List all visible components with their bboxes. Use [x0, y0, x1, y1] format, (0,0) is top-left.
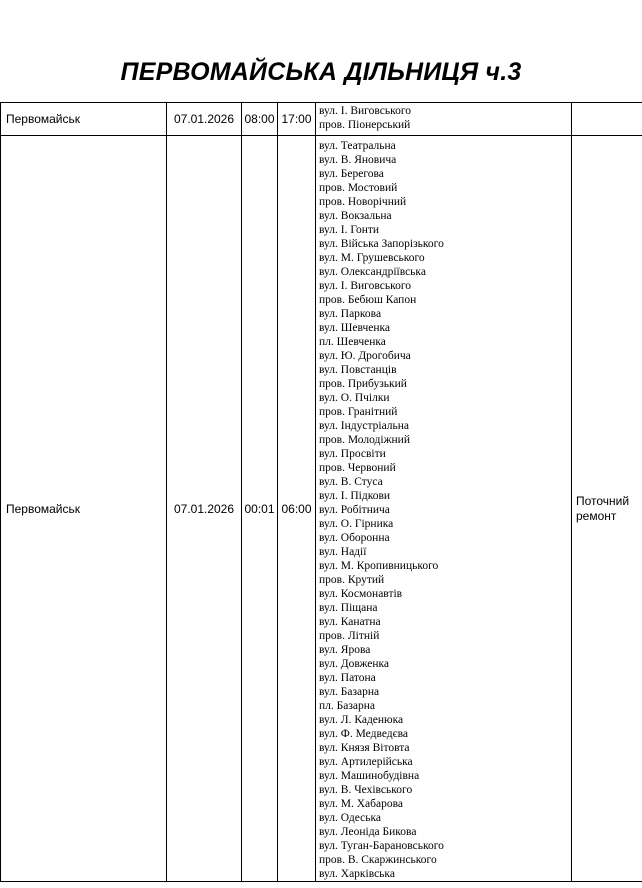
- street-name: вул. Індустріальна: [319, 420, 410, 432]
- table-row: [1, 136, 642, 882]
- street-name: вул. Просвіти: [319, 448, 386, 460]
- street-name: вул. Робітнича: [319, 504, 390, 516]
- street-name: пров. Бебюш Капон: [319, 294, 417, 306]
- street-name: вул. І. Гонти: [319, 224, 380, 236]
- date-cell: 07.01.2026: [167, 103, 242, 136]
- street-name: вул. Князя Вітовта: [319, 742, 410, 754]
- street-name: вул. Піщана: [319, 602, 378, 614]
- street-name: вул. Довженка: [319, 658, 390, 670]
- street-name: пров. Молодіжний: [319, 434, 410, 446]
- street-name: пров. Гранітний: [319, 406, 398, 418]
- street-name: вул. Паркова: [319, 308, 382, 320]
- street-name: вул. Машинобудівна: [319, 770, 420, 782]
- street-name: вул. Туган-Барановського: [319, 840, 444, 852]
- street-name: вул. М. Хабарова: [319, 798, 403, 810]
- street-name: вул. Олександріївська: [319, 266, 426, 278]
- street-name: вул. Космонавтів: [319, 588, 403, 600]
- street-name: вул. М. Грушевського: [319, 252, 425, 264]
- table-row: [1, 103, 642, 136]
- street-name: вул. Вокзальна: [319, 210, 392, 222]
- street-name: вул. Харківська: [319, 868, 395, 880]
- streets-cell: [316, 103, 572, 136]
- city-cell: Первомайськ: [1, 103, 167, 136]
- street-name: пров. Літній: [319, 630, 380, 642]
- street-name: вул. Надії: [319, 546, 367, 558]
- street-name: вул. І. Підкови: [319, 490, 391, 502]
- street-name: вул. Базарна: [319, 686, 380, 698]
- street-name: вул. Театральна: [319, 140, 396, 152]
- street-name: вул. Артилерійська: [319, 756, 413, 768]
- street-name: вул. Ф. Медведєва: [319, 728, 408, 740]
- street-name: вул. Оборонна: [319, 532, 390, 544]
- street-name: вул. І. Виговського: [319, 105, 411, 117]
- streets-cell: [316, 136, 572, 882]
- street-name: вул. Л. Каденюка: [319, 714, 404, 726]
- reason-cell: [572, 103, 642, 136]
- street-name: вул. Ярова: [319, 644, 371, 656]
- reason-cell: Поточний ремонт: [572, 136, 642, 882]
- street-name: вул. Леоніда Бикова: [319, 826, 417, 838]
- start-time-cell: 08:00: [242, 103, 278, 136]
- street-name: пров. Новорічний: [319, 196, 407, 208]
- street-name: вул. Берегова: [319, 168, 384, 180]
- street-name: вул. М. Кропивницького: [319, 560, 439, 572]
- street-name: вул. О. Пчілки: [319, 392, 390, 404]
- street-name: вул. В. Стуса: [319, 476, 383, 488]
- street-name: вул. Війська Запорізького: [319, 238, 444, 250]
- street-name: вул. Повстанців: [319, 364, 397, 376]
- street-name: пров. Піонерський: [319, 119, 411, 131]
- street-name: вул. Канатна: [319, 616, 381, 628]
- street-name: вул. О. Гірника: [319, 518, 394, 530]
- outage-schedule-table: [0, 102, 642, 882]
- street-name: вул. І. Виговського: [319, 280, 411, 292]
- street-list: [318, 136, 571, 881]
- page-title: ПЕРВОМАЙСЬКА ДІЛЬНИЦЯ ч.3: [120, 58, 522, 86]
- street-name: вул. Одеська: [319, 812, 382, 824]
- street-list: [318, 103, 571, 132]
- street-name: пров. Червоний: [319, 462, 396, 474]
- street-name: пров. Мостовий: [319, 182, 398, 194]
- end-time-cell: 17:00: [278, 103, 316, 136]
- street-name: пл. Базарна: [319, 700, 376, 712]
- street-name: пров. В. Скаржинського: [319, 854, 437, 866]
- street-name: вул. Шевченка: [319, 322, 391, 334]
- street-name: пл. Шевченка: [319, 336, 386, 348]
- street-name: вул. Патона: [319, 672, 376, 684]
- street-name: пров. Прибузький: [319, 378, 407, 390]
- city-cell: Первомайськ: [1, 136, 167, 882]
- street-name: пров. Крутий: [319, 574, 385, 586]
- start-time-cell: 00:01: [242, 136, 278, 882]
- street-name: вул. Ю. Дрогобича: [319, 350, 411, 362]
- end-time-cell: 06:00: [278, 136, 316, 882]
- date-cell: 07.01.2026: [167, 136, 242, 882]
- street-name: вул. В. Чехівського: [319, 784, 413, 796]
- street-name: вул. В. Яновича: [319, 154, 397, 166]
